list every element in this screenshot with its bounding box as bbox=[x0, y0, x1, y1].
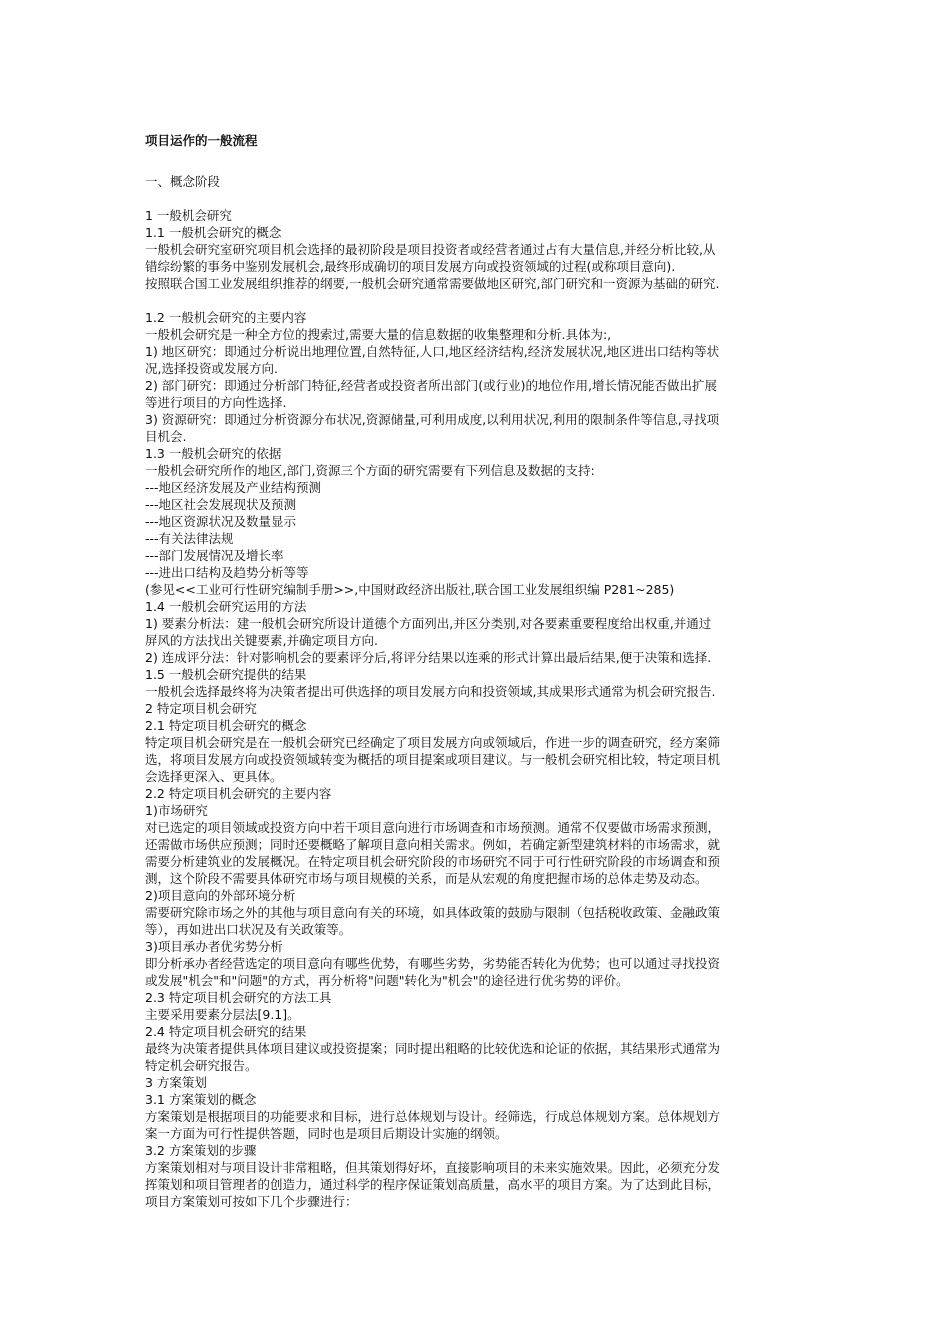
text-line: 1.5 一般机会研究提供的结果 bbox=[145, 667, 307, 682]
text-line: 选，将项目发展方向或投资领域转变为概括的项目提案或项目建议。与一般机会研究相比较，特定项目机 bbox=[145, 752, 721, 767]
text-line: 一般机会研究所作的地区,部门,资源三个方面的研究需要有下列信息及数据的支持: bbox=[145, 463, 595, 478]
text-line: ---进出口结构及趋势分析等等 bbox=[145, 565, 309, 580]
text-line: 2)项目意向的外部环境分析 bbox=[145, 888, 296, 903]
text-line: 错综纷繁的事务中鉴别发展机会,最终形成确切的项目发展方向或投资领域的过程(或称项目意向). bbox=[145, 259, 676, 274]
text-line: 2) 部门研究：即通过分析部门特征,经营者或投资者所出部门(或行业)的地位作用,增长情况能否做出扩展 bbox=[145, 378, 718, 393]
text-line: ---有关法律法规 bbox=[145, 531, 234, 546]
text-line: 主要采用要素分层法[9.1]。 bbox=[145, 1007, 300, 1022]
text-line: 3) 资源研究：即通过分析资源分布状况,资源储量,可利用成度,以利用状况,利用的限制条件等信息,寻找项 bbox=[145, 412, 720, 427]
text-line: 1) 要素分析法：建一般机会研究所设计道德个方面列出,并区分类别,对各要素重要程度给出权重,并通过 bbox=[145, 616, 712, 631]
text-line: 3)项目承办者优劣势分析 bbox=[145, 939, 283, 954]
text-line: 2.4 特定项目机会研究的结果 bbox=[145, 1024, 307, 1039]
document-title: 项目运作的一般流程 bbox=[145, 133, 258, 148]
text-line: 1 一般机会研究 bbox=[145, 208, 232, 223]
text-line: ---地区经济发展及产业结构预测 bbox=[145, 480, 322, 495]
text-line: 方案策划相对与项目设计非常粗略，但其策划得好坏，直接影响项目的未来实施效果。因此，必须充分发 bbox=[145, 1160, 721, 1175]
text-line: 屏风的方法找出关键要素,并确定项目方向. bbox=[145, 633, 378, 648]
text-line: 况,选择投资或发展方向. bbox=[145, 361, 278, 376]
text-line: 或发展"机会"和"问题"的方式，再分析将"问题"转化为"机会"的途径进行优劣势的评价。 bbox=[145, 973, 629, 988]
text-line: 1) 地区研究：即通过分析说出地理位置,自然特征,人口,地区经济结构,经济发展状况,地区进出口结构等状 bbox=[145, 344, 720, 359]
text-line: 2 特定项目机会研究 bbox=[145, 701, 257, 716]
text-line: 2.2 特定项目机会研究的主要内容 bbox=[145, 786, 332, 801]
text-line: 需要研究除市场之外的其他与项目意向有关的环境，如具体政策的鼓励与限制（包括税收政策、金融政策 bbox=[145, 905, 721, 920]
text-line: ---部门发展情况及增长率 bbox=[145, 548, 284, 563]
text-line: 3.2 方案策划的步骤 bbox=[145, 1143, 257, 1158]
text-line: 需要分析建筑业的发展概况。在特定项目机会研究阶段的市场研究不同于可行性研究阶段的市场调查和预 bbox=[145, 854, 721, 869]
text-line: 最终为决策者提供具体项目建议或投资提案；同时提出粗略的比较优选和论证的依据，其结果形式通常为 bbox=[145, 1041, 721, 1056]
text-line: 1.2 一般机会研究的主要内容 bbox=[145, 310, 307, 325]
document-text bbox=[145, 173, 807, 1210]
blank-line bbox=[145, 292, 807, 309]
text-line: 2) 连成评分法：针对影响机会的要素评分后,将评分结果以连乘的形式计算出最后结果,便于决策和选择. bbox=[145, 650, 712, 665]
text-line: 一般机会选择最终将为决策者提出可供选择的项目发展方向和投资领域,其成果形式通常为机会研究报告. bbox=[145, 684, 716, 699]
text-line: 方案策划是根据项目的功能要求和目标，进行总体规划与设计。经筛选，行成总体规划方案。总体规划方 bbox=[145, 1109, 721, 1124]
text-line: 特定机会研究报告。 bbox=[145, 1058, 258, 1073]
document-body bbox=[145, 132, 807, 1210]
text-line: 会选择更深入、更具体。 bbox=[145, 769, 283, 784]
text-line: 1)市场研究 bbox=[145, 803, 208, 818]
text-line: ---地区资源状况及数量显示 bbox=[145, 514, 297, 529]
text-line: 一般机会研究是一种全方位的搜索过,需要大量的信息数据的收集整理和分析.具体为:, bbox=[145, 327, 612, 342]
text-line: (参见<<工业可行性研究编制手册>>,中国财政经济出版社,联合国工业发展组织编 P281~285) bbox=[145, 582, 675, 597]
blank-line bbox=[145, 190, 807, 207]
text-line: 1.1 一般机会研究的概念 bbox=[145, 225, 282, 240]
text-line: 挥策划和项目管理者的创造力，通过科学的程序保证策划高质量，高水平的项目方案。为了达到此目标， bbox=[145, 1177, 721, 1192]
text-line: 2.1 特定项目机会研究的概念 bbox=[145, 718, 307, 733]
text-line: 等），再如进出口状况及有关政策等。 bbox=[145, 922, 352, 937]
text-line: 目机会. bbox=[145, 429, 187, 444]
text-line: 一般机会研究室研究项目机会选择的最初阶段是项目投资者或经营者通过占有大量信息,并经分析比较,从 bbox=[145, 242, 716, 257]
text-line: 3.1 方案策划的概念 bbox=[145, 1092, 257, 1107]
text-line: 对已选定的项目领域或投资方向中若干项目意向进行市场调查和市场预测。通常不仅要做市场需求预测， bbox=[145, 820, 721, 835]
text-line: 等进行项目的方向性选择. bbox=[145, 395, 287, 410]
text-line: ---地区社会发展现状及预测 bbox=[145, 497, 297, 512]
text-line: 案一方面为可行性提供答题，同时也是项目后期设计实施的纲领。 bbox=[145, 1126, 508, 1141]
text-line: 按照联合国工业发展组织推荐的纲要,一般机会研究通常需要做地区研究,部门研究和一资源为基础的研究. bbox=[145, 276, 720, 291]
text-line: 项目方案策划可按如下几个步骤进行： bbox=[145, 1194, 358, 1209]
text-line: 即分析承办者经营选定的项目意向有哪些优势，有哪些劣势，劣势能否转化为优势；也可以通过寻找投资 bbox=[145, 956, 721, 971]
text-line: 3 方案策划 bbox=[145, 1075, 207, 1090]
text-line: 1.4 一般机会研究运用的方法 bbox=[145, 599, 307, 614]
text-line: 特定项目机会研究是在一般机会研究已经确定了项目发展方向或领域后，作进一步的调查研究，经方案筛 bbox=[145, 735, 721, 750]
text-line: 还需做市场供应预测；同时还要概略了解项目意向相关需求。例如，若确定新型建筑材料的市场需求，就 bbox=[145, 837, 721, 852]
text-line: 1.3 一般机会研究的依据 bbox=[145, 446, 282, 461]
text-line: 测，这个阶段不需要具体研究市场与项目规模的关系，而是从宏观的角度把握市场的总体走势及动态。 bbox=[145, 871, 708, 886]
text-line: 2.3 特定项目机会研究的方法工具 bbox=[145, 990, 332, 1005]
text-line: 一、概念阶段 bbox=[145, 174, 221, 189]
